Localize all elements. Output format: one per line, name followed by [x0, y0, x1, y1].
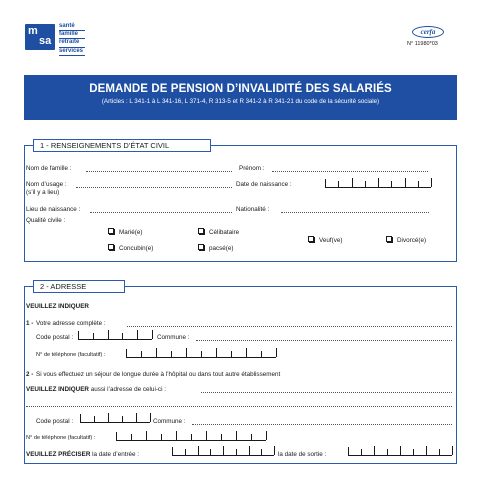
comb-divider: [352, 178, 353, 187]
checkbox-icon[interactable]: [386, 236, 392, 242]
comb-divider: [136, 413, 137, 422]
nationalite-field[interactable]: [281, 212, 429, 213]
comb-divider: [387, 449, 388, 455]
prenom-field[interactable]: [272, 171, 428, 172]
comb-divider: [249, 446, 250, 455]
commune-field[interactable]: [196, 340, 452, 341]
adresse-complete-label: Votre adresse complète :: [36, 320, 106, 327]
cerfa-number: N° 11980*03: [407, 41, 438, 47]
comb-divider: [261, 351, 262, 357]
title-banner: [24, 75, 457, 120]
date-sortie-boxes[interactable]: [348, 447, 452, 456]
comb-divider: [93, 333, 94, 339]
comb-divider: [206, 431, 207, 440]
comb-divider: [452, 446, 453, 455]
comb-divider: [431, 178, 432, 187]
commune2-label: Commune :: [153, 418, 186, 425]
comb-divider: [426, 446, 427, 455]
comb-divider: [146, 431, 147, 440]
comb-divider: [374, 446, 375, 455]
date-naissance-boxes[interactable]: [325, 179, 431, 188]
item1-number: 1 -: [26, 320, 34, 327]
section-etat-civil: [24, 145, 457, 262]
comb-divider: [400, 446, 401, 455]
date-entree-boxes[interactable]: [172, 447, 274, 456]
comb-divider: [439, 449, 440, 455]
comb-divider: [141, 351, 142, 357]
comb-divider: [198, 446, 199, 455]
telephone2-boxes[interactable]: [116, 432, 266, 441]
aussi-adresse-label: [26, 386, 166, 393]
form-title: DEMANDE DE PENSION D’INVALIDITÉ DES SALARIÉS: [89, 83, 392, 95]
comb-divider: [261, 449, 262, 455]
checkbox-icon[interactable]: [108, 228, 114, 234]
etablissement-adresse-line2[interactable]: [26, 406, 452, 407]
comb-divider: [221, 434, 222, 440]
comb-divider: [210, 449, 211, 455]
comb-divider: [361, 449, 362, 455]
option-marie: Marié(e): [119, 229, 143, 236]
comb-divider: [108, 330, 109, 339]
option-pacse: pacsé(e): [209, 245, 234, 252]
commune-label: Commune :: [157, 334, 190, 341]
nationalite-label: Nationalité :: [236, 206, 270, 213]
section-title: 1 - RENSEIGNEMENTS D’ÉTAT CIVIL: [33, 139, 211, 152]
comb-divider: [223, 446, 224, 455]
comb-divider: [108, 413, 109, 422]
logo-text: [59, 23, 85, 56]
comb-divider: [131, 434, 132, 440]
item2-number: 2 -: [26, 371, 34, 378]
msa-logo: [25, 24, 55, 50]
code-postal2-label: Code postal :: [36, 418, 74, 425]
logo-line: services: [59, 48, 85, 56]
commune2-field[interactable]: [192, 424, 452, 425]
checkbox-icon[interactable]: [108, 244, 114, 250]
comb-divider: [365, 181, 366, 187]
code-postal2-boxes[interactable]: [80, 414, 150, 423]
comb-divider: [137, 330, 138, 339]
date-naissance-label: Date de naissance :: [236, 181, 292, 188]
nom-famille-label: Nom de famille :: [26, 165, 72, 172]
option-divorce: Divorcé(e): [397, 237, 427, 244]
comb-divider: [161, 434, 162, 440]
comb-divider: [186, 348, 187, 357]
logo-line: retraite: [59, 39, 85, 47]
comb-divider: [216, 348, 217, 357]
option-concubin: Concubin(e): [119, 245, 154, 252]
comb-divider: [378, 178, 379, 187]
logo-line: famille: [59, 31, 85, 39]
logo-line: santé: [59, 23, 85, 31]
comb-divider: [122, 416, 123, 422]
checkbox-icon[interactable]: [198, 244, 204, 250]
si-lieu-note: (s’il y a lieu): [26, 189, 60, 196]
veuillez-preciser-inline: VEUILLEZ PRÉCISER: [26, 451, 91, 458]
prenom-label: Prénom :: [239, 165, 265, 172]
comb-divider: [236, 449, 237, 455]
option-celibataire: Célibataire: [209, 229, 240, 236]
code-postal-boxes[interactable]: [78, 331, 152, 340]
code-postal-label: Code postal :: [36, 334, 74, 341]
comb-divider: [152, 330, 153, 339]
date-entree-label: la date d’entrée :: [92, 451, 140, 458]
sejour-label: Si vous effectuez un séjour de longue durée à l’hôpital ou dans tout autre établissement: [36, 371, 281, 378]
date-sortie-label: la date de sortie :: [278, 451, 327, 458]
qualite-civile-label: Qualité civile :: [26, 217, 66, 224]
checkbox-icon[interactable]: [308, 236, 314, 242]
comb-divider: [156, 348, 157, 357]
etablissement-adresse-field[interactable]: [201, 392, 452, 393]
comb-divider: [405, 178, 406, 187]
cerfa-logo: cerfa: [412, 26, 444, 38]
comb-divider: [176, 431, 177, 440]
comb-divider: [236, 431, 237, 440]
preciser-label: [26, 451, 139, 458]
checkbox-icon[interactable]: [198, 228, 204, 234]
comb-divider: [276, 348, 277, 357]
comb-divider: [185, 449, 186, 455]
comb-divider: [338, 181, 339, 187]
aussi-adresse-text: aussi l’adresse de celui-ci :: [90, 386, 166, 393]
comb-divider: [122, 333, 123, 339]
nom-famille-field[interactable]: [86, 171, 232, 172]
comb-divider: [171, 351, 172, 357]
comb-divider: [391, 181, 392, 187]
lieu-naissance-field[interactable]: [90, 212, 232, 213]
nom-usage-field[interactable]: [76, 187, 232, 188]
telephone-label: N° de téléphone (facultatif) :: [36, 352, 106, 358]
adresse-field[interactable]: [127, 326, 452, 327]
comb-divider: [246, 348, 247, 357]
nom-usage-label: Nom d’usage :: [26, 181, 67, 188]
comb-divider: [191, 434, 192, 440]
comb-divider: [266, 431, 267, 440]
comb-divider: [231, 351, 232, 357]
comb-divider: [94, 416, 95, 422]
form-subtitle: (Articles : L 341-1 à L 341-16, L 371-4, R 313-5 et R 341-2 à R 341-21 du code de la sécurité sociale): [101, 98, 380, 105]
comb-divider: [413, 449, 414, 455]
comb-divider: [150, 413, 151, 422]
lieu-naissance-label: Lieu de naissance :: [26, 206, 81, 213]
section-title: 2 - ADRESSE: [33, 280, 125, 293]
logo-letter-m: m: [28, 25, 38, 37]
telephone-boxes[interactable]: [126, 349, 276, 358]
comb-divider: [274, 446, 275, 455]
comb-divider: [418, 181, 419, 187]
comb-divider: [251, 434, 252, 440]
comb-divider: [201, 351, 202, 357]
telephone2-label: N° de téléphone (facultatif) :: [26, 435, 96, 441]
veuillez-indiquer-inline: VEUILLEZ INDIQUER: [26, 386, 89, 393]
option-veuf: Veuf(ve): [319, 237, 343, 244]
logo-letter-sa: sa: [39, 35, 52, 47]
veuillez-indiquer-heading: VEUILLEZ INDIQUER: [26, 303, 89, 310]
